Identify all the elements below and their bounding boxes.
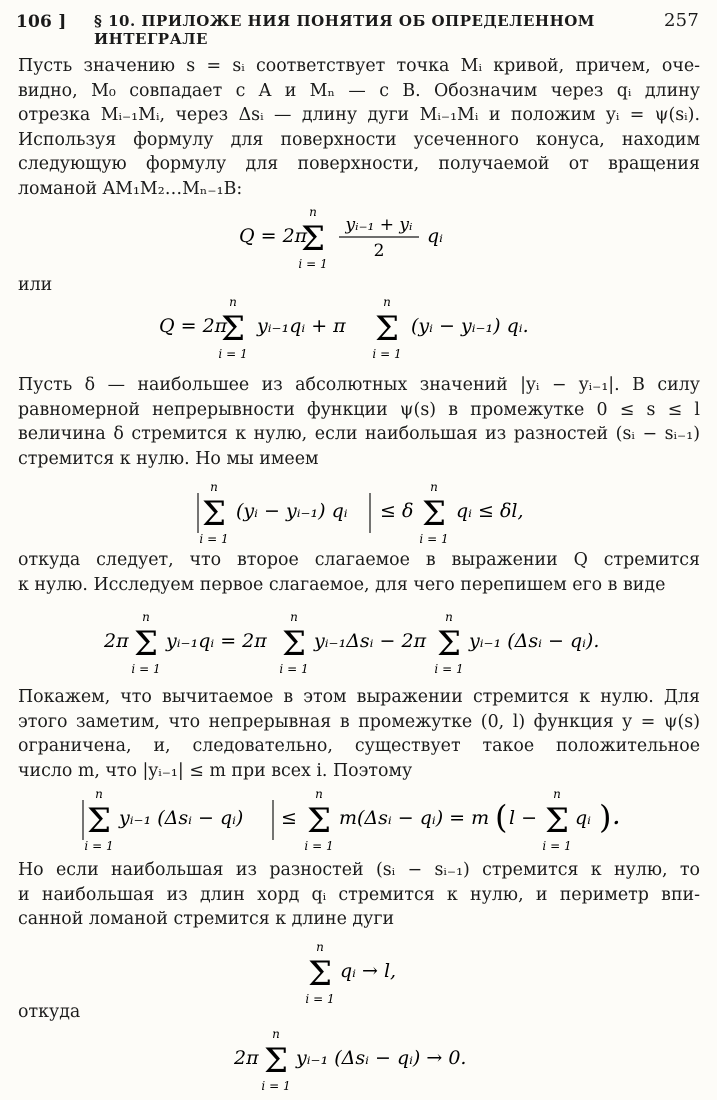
formula-3 xyxy=(0,475,717,547)
f7-s1-bot: i = 1 xyxy=(260,1079,291,1093)
text-line: откуда следует, что второе слагаемое в выражении Q стремится xyxy=(18,550,700,570)
sum-sign: Σ xyxy=(421,494,446,534)
f5-s3-bot: i = 1 xyxy=(541,839,572,853)
f4-s2-bot: i = 1 xyxy=(278,662,309,676)
f4-term2: yᵢ₋₁Δsᵢ − 2π xyxy=(313,630,426,652)
f5-s2-top: n xyxy=(314,787,323,801)
f3-s1-bot: i = 1 xyxy=(198,532,229,546)
formula-1 xyxy=(0,200,717,272)
text-line: Но если наибольшая из разностей (sᵢ − sᵢ₋₁) стремится к нулю, то xyxy=(18,860,700,880)
f5-s1-top: n xyxy=(94,787,103,801)
text-line: равномерной непрерывности функции ψ(s) в промежутке 0 ≤ s ≤ l xyxy=(18,399,700,420)
text-line: ломаной AM₁M₂…Mₙ₋₁B: xyxy=(18,178,243,199)
running-header xyxy=(16,8,699,48)
f4-lhs: 2π xyxy=(103,630,129,652)
paragraph-7 xyxy=(18,1000,700,1025)
f1-sum-top: n xyxy=(308,205,317,219)
f6-term1: qᵢ → l, xyxy=(339,960,396,982)
f5-term3a: l − xyxy=(508,807,537,829)
text-line: видно, M₀ совпадает с A и Mₙ — с B. Обозначим через qᵢ длину xyxy=(18,80,700,101)
sum-sign: Σ xyxy=(300,219,325,259)
formula-3-svg xyxy=(194,475,524,547)
f1-denominator: 2 xyxy=(373,241,384,261)
text-line: или xyxy=(18,275,53,295)
f4-term1: yᵢ₋₁qᵢ = 2π xyxy=(165,630,267,652)
f3-term1: (yᵢ − yᵢ₋₁) qᵢ xyxy=(235,500,348,522)
sum-sign: Σ xyxy=(201,494,226,534)
sum-sign: Σ xyxy=(86,801,111,841)
text-line: санной ломаной стремится к длине дуги xyxy=(18,909,395,929)
f7-term1: yᵢ₋₁ (Δsᵢ − qᵢ) → 0. xyxy=(295,1047,466,1069)
formula-4 xyxy=(0,605,717,677)
f5-s1-bot: i = 1 xyxy=(83,839,114,853)
sum-sign: Σ xyxy=(436,624,461,664)
text-line: откуда xyxy=(18,1002,81,1022)
paragraph-6 xyxy=(18,858,700,932)
formula-6-svg xyxy=(304,935,414,1007)
formula-7 xyxy=(0,1022,717,1094)
f4-s3-bot: i = 1 xyxy=(433,662,464,676)
paragraph-3 xyxy=(18,373,700,471)
header-title: § 10. ПРИЛОЖЕ НИЯ ПОНЯТИЯ ОБ ОПРЕДЕЛЕННОМ ИНТЕГРАЛЕ xyxy=(94,12,595,48)
sum-sign: Σ xyxy=(220,309,245,349)
text-line: Пусть значению s = sᵢ соответствует точка Mᵢ кривой, причем, оче- xyxy=(18,56,700,76)
f3-s1-top: n xyxy=(209,480,218,494)
sum-sign: Σ xyxy=(133,624,158,664)
f4-s3-top: n xyxy=(444,610,453,624)
f2-s1-bot: i = 1 xyxy=(217,347,248,361)
paren-open: ( xyxy=(494,798,507,836)
sum-sign: Σ xyxy=(281,624,306,664)
paragraph-5 xyxy=(18,685,700,783)
text-line: стремится к нулю. Но мы имеем xyxy=(18,448,319,469)
f3-term2: qᵢ ≤ δl, xyxy=(455,500,524,522)
f7-s1-top: n xyxy=(271,1027,280,1041)
f7-lhs: 2π xyxy=(233,1047,259,1069)
f2-term1: yᵢ₋₁qᵢ + π xyxy=(256,315,346,337)
f4-s1-bot: i = 1 xyxy=(130,662,161,676)
f5-term2: m(Δsᵢ − qᵢ) = m xyxy=(338,807,489,829)
f5-s2-bot: i = 1 xyxy=(303,839,334,853)
f5-term3b: qᵢ xyxy=(574,807,591,829)
f3-s2-top: n xyxy=(429,480,438,494)
sum-sign: Σ xyxy=(307,954,332,994)
f2-s2-bot: i = 1 xyxy=(371,347,402,361)
f2-term2: (yᵢ − yᵢ₋₁) qᵢ. xyxy=(410,315,529,337)
text-line: величина δ стремится к нулю, если наибольшая из разностей (sᵢ − sᵢ₋₁) xyxy=(18,424,700,444)
text-line: этого заметим, что непрерывная в промежутке (0, l) функция y = ψ(s) xyxy=(18,711,700,732)
paragraph-1 xyxy=(18,54,700,201)
f5-end: . xyxy=(612,807,620,829)
page-number: 257 xyxy=(664,10,699,31)
text-line: отрезка Mᵢ₋₁Mᵢ, через Δsᵢ — длину дуги Mᵢ₋₁Mᵢ и положим yᵢ = ψ(sᵢ). xyxy=(18,105,700,125)
header-left: 106 ] xyxy=(16,12,67,32)
text-line: число m, что |yᵢ₋₁| ≤ m при всех i. Поэтому xyxy=(18,760,413,781)
f2-lhs: Q = 2π xyxy=(158,315,227,337)
f1-lhs: Q = 2π xyxy=(238,225,307,247)
paren-close: ) xyxy=(598,798,611,836)
formula-6 xyxy=(0,935,717,1007)
f6-s1-bot: i = 1 xyxy=(304,992,335,1006)
f5-term1: yᵢ₋₁ (Δsᵢ − qᵢ) xyxy=(118,807,243,829)
formula-5 xyxy=(0,782,717,854)
f1-sum-bot: i = 1 xyxy=(297,257,328,271)
sum-sign: Σ xyxy=(544,801,569,841)
formula-2-svg xyxy=(159,290,559,362)
formula-1-svg xyxy=(239,200,479,272)
sum-sign: Σ xyxy=(263,1041,288,1081)
text-line: Покажем, что вычитаемое в этом выражении стремится к нулю. Для xyxy=(18,687,700,707)
formula-5-svg xyxy=(79,782,639,854)
formula-7-svg xyxy=(234,1022,484,1094)
f3-mid: ≤ δ xyxy=(379,500,413,522)
text-line: и наибольшая из длин хорд qᵢ стремится к нулю, и периметр впи- xyxy=(18,884,700,905)
f5-s3-top: n xyxy=(552,787,561,801)
f4-s2-top: n xyxy=(289,610,298,624)
f6-s1-top: n xyxy=(315,940,324,954)
paragraph-4 xyxy=(18,548,700,597)
f1-numerator: yᵢ₋₁ + yᵢ xyxy=(345,215,412,235)
f5-mid: ≤ xyxy=(280,807,297,829)
f2-s1-top: n xyxy=(228,295,237,309)
f3-s2-bot: i = 1 xyxy=(418,532,449,546)
formula-2 xyxy=(0,290,717,362)
formula-4-svg xyxy=(104,605,614,677)
text-line: к нулю. Исследуем первое слагаемое, для чего перепишем его в виде xyxy=(18,574,666,595)
text-line: Пусть δ — наибольшее из абсолютных значений |yᵢ − yᵢ₋₁|. В силу xyxy=(18,375,700,395)
f4-term3: yᵢ₋₁ (Δsᵢ − qᵢ). xyxy=(468,630,599,652)
f4-s1-top: n xyxy=(141,610,150,624)
text-line: ограничена, и, следовательно, существует такое положительное xyxy=(18,736,700,756)
text-line: Используя формулу для поверхности усеченного конуса, находим xyxy=(18,129,700,150)
f1-tail: qᵢ xyxy=(426,225,443,247)
sum-sign: Σ xyxy=(306,801,331,841)
text-line: следующую формулу для поверхности, получаемой от вращения xyxy=(18,154,700,174)
sum-sign: Σ xyxy=(374,309,399,349)
f2-s2-top: n xyxy=(382,295,391,309)
